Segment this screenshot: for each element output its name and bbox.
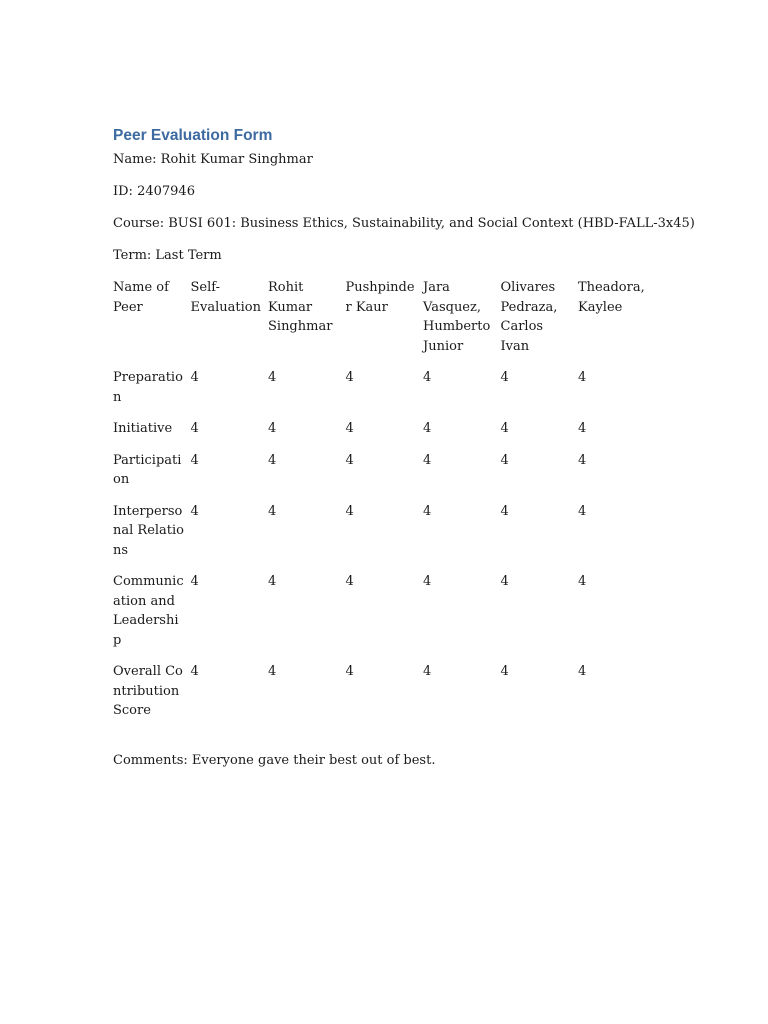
peer-evaluation-table [113, 278, 656, 733]
page-title: Peer Evaluation Form [113, 127, 273, 144]
score-cell: 4 [345, 421, 354, 436]
table-header-row [113, 278, 656, 368]
score-cell: 4 [423, 370, 432, 385]
table-row [113, 572, 656, 662]
comments-line: Comments: Everyone gave their best out of best. [113, 752, 436, 768]
header-peer-rohit: Rohit Kumar Singhmar [268, 280, 333, 334]
score-cell: 4 [268, 452, 277, 468]
header-peer-pushpinder: Pushpinder Kaur [345, 280, 415, 315]
score-cell: 4 [578, 370, 587, 385]
criterion-cell: Communication and Leadership [113, 574, 184, 648]
score-cell: 4 [423, 574, 432, 589]
criterion-cell: Participation [113, 452, 182, 487]
header-self-evaluation: Self-Evaluation [190, 280, 261, 315]
score-cell: 4 [190, 370, 199, 385]
score-cell: 4 [423, 452, 432, 468]
score-cell: 4 [268, 503, 277, 519]
table-row [113, 451, 656, 502]
student-id: ID: 2407946 [113, 184, 195, 199]
criterion-cell: Preparation [113, 370, 183, 405]
score-cell: 4 [500, 452, 509, 468]
score-cell: 4 [423, 421, 432, 436]
score-cell: 4 [268, 421, 277, 436]
criterion-cell: Initiative [113, 421, 173, 436]
student-name: Name: Rohit Kumar Singhmar [113, 152, 313, 167]
table-row [113, 419, 656, 451]
header-name-of-peer: Name of Peer [113, 280, 169, 315]
score-cell: 4 [190, 503, 199, 519]
header-peer-theadora: Theadora, Kaylee [578, 280, 645, 315]
score-cell: 4 [578, 574, 587, 589]
score-cell: 4 [500, 421, 509, 436]
score-cell: 4 [268, 664, 277, 679]
table-row [113, 368, 656, 419]
score-cell: 4 [345, 664, 354, 679]
score-cell: 4 [578, 503, 587, 519]
header-peer-jara: Jara Vasquez, Humberto Junior [423, 280, 491, 354]
header-peer-olivares: Olivares Pedraza, Carlos Ivan [500, 280, 558, 354]
criterion-cell: Interpersonal Relations [113, 503, 185, 558]
score-cell: 4 [578, 421, 587, 436]
score-cell: 4 [190, 574, 199, 589]
score-cell: 4 [500, 503, 509, 519]
term-info: Term: Last Term [113, 248, 222, 263]
course-info: Course: BUSI 601: Business Ethics, Sustainability, and Social Context (HBD-FALL-3x45) [113, 216, 695, 231]
score-cell: 4 [190, 452, 199, 468]
score-cell: 4 [268, 574, 277, 589]
score-cell: 4 [345, 370, 354, 385]
table-row [113, 662, 656, 733]
score-cell: 4 [268, 370, 277, 385]
score-cell: 4 [345, 452, 354, 468]
table-row [113, 502, 656, 573]
score-cell: 4 [578, 664, 587, 679]
score-cell: 4 [190, 664, 199, 679]
score-cell: 4 [500, 574, 509, 589]
criterion-cell: Overall Contribution Score [113, 664, 183, 718]
score-cell: 4 [500, 664, 509, 679]
score-cell: 4 [345, 574, 354, 589]
score-cell: 4 [423, 503, 432, 519]
document-page [113, 126, 695, 770]
score-cell: 4 [190, 421, 199, 436]
score-cell: 4 [345, 503, 354, 519]
score-cell: 4 [423, 664, 432, 679]
score-cell: 4 [500, 370, 509, 385]
score-cell: 4 [578, 452, 587, 468]
